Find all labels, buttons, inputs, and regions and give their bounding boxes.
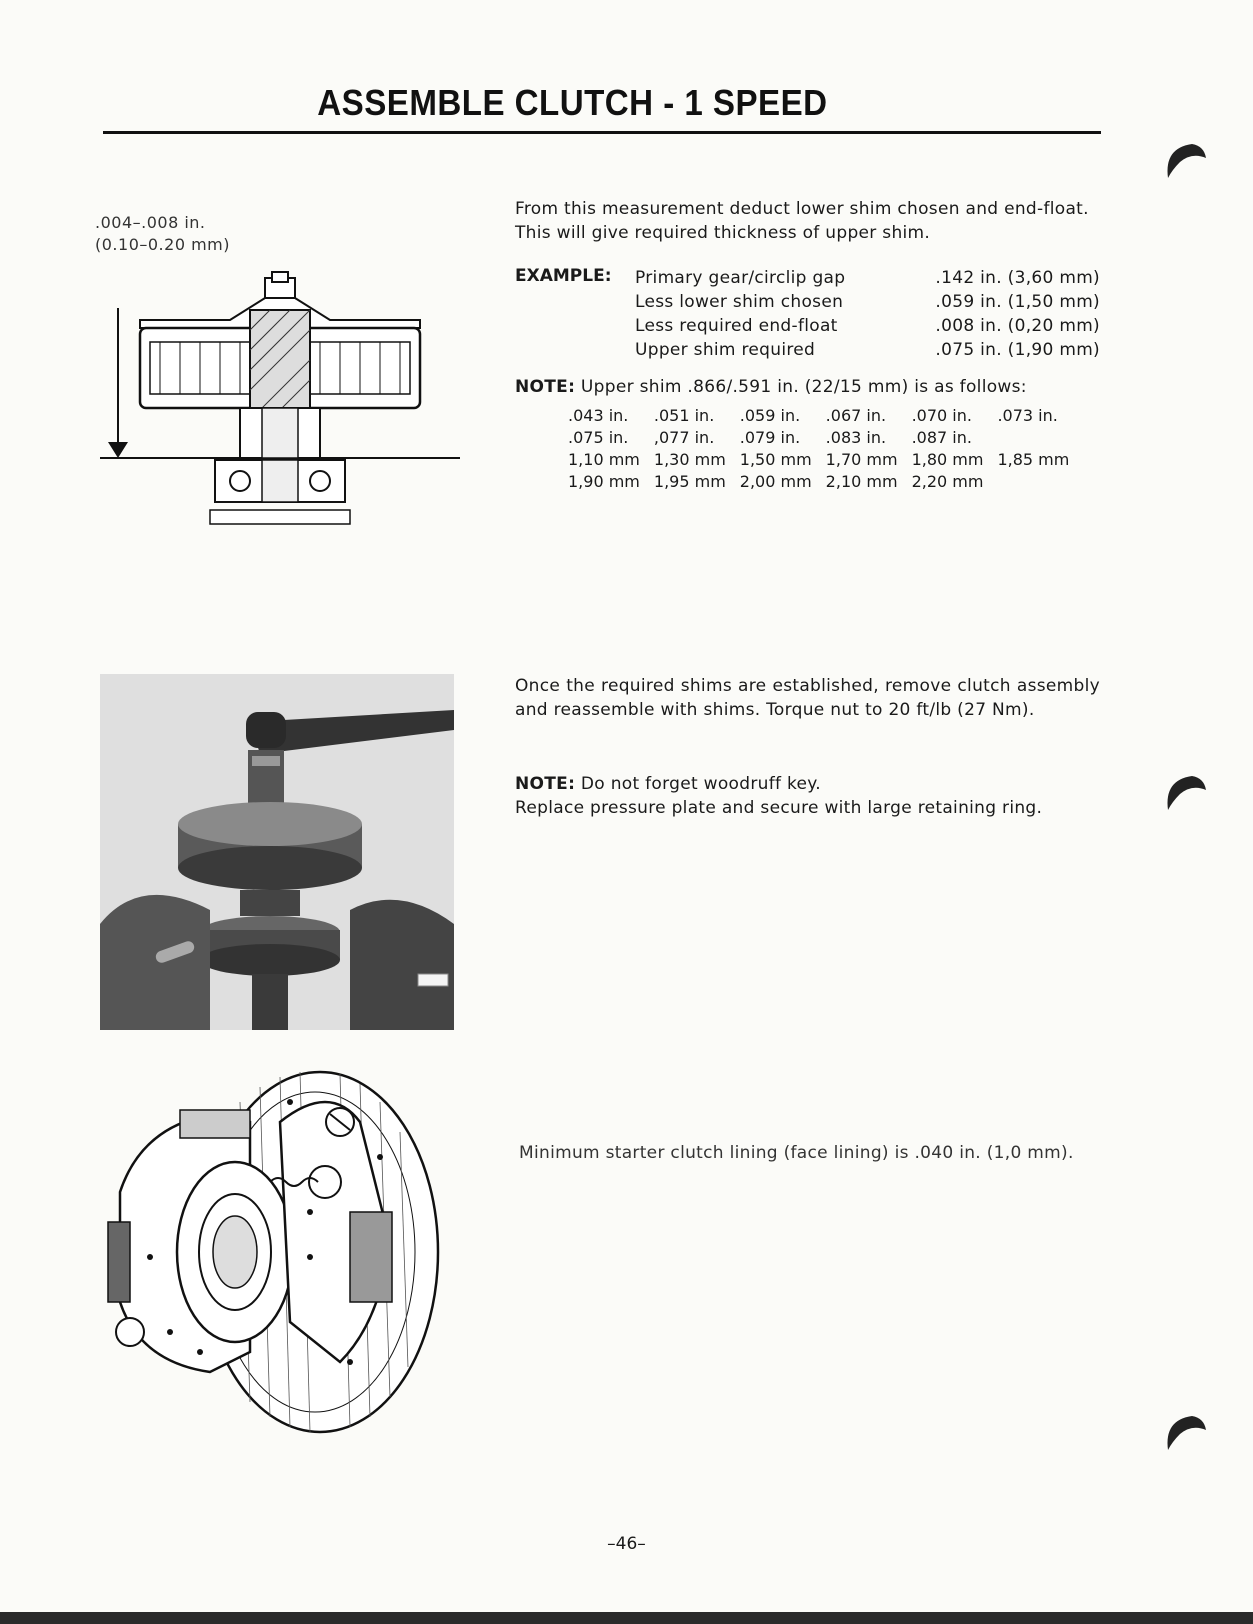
table-cell: .073 in.: [997, 405, 1058, 425]
binder-hole-mark: [1162, 770, 1208, 820]
torque-wrench-photo: [100, 674, 454, 1030]
table-cell: 1,95 mm: [653, 471, 726, 491]
woodruff-note: [515, 772, 1115, 820]
lining-spec-paragraph: Minimum starter clutch lining (face lining) is .040 in. (1,0 mm).: [519, 1143, 1074, 1163]
shim-note: [515, 375, 1115, 399]
table-cell: 2,20 mm: [911, 471, 984, 491]
starter-clutch-drawing: [100, 1062, 460, 1442]
example-value: .059 in. (1,50 mm): [935, 292, 1100, 312]
table-cell: .070 in.: [911, 405, 972, 425]
scan-bottom-edge: [0, 1612, 1253, 1624]
binder-hole-mark: [1162, 138, 1208, 188]
shim-sizes-table: [568, 404, 1083, 492]
example-desc: Upper shim required: [635, 340, 816, 360]
note-line: Do not forget woodruff key.: [580, 774, 821, 794]
table-row: [568, 404, 1083, 426]
note-label: NOTE:: [515, 774, 576, 794]
example-descriptions: [635, 266, 845, 362]
example-desc: Less required end-float: [635, 316, 838, 336]
note-label: NOTE:: [515, 377, 576, 397]
table-cell: .059 in.: [739, 405, 801, 425]
table-cell: 1,85 mm: [997, 449, 1070, 469]
reassembly-paragraph: Once the required shims are established, remove clutch assembly and reassemble with shims. Torque nut to 20 ft/lb (27 Nm).: [515, 676, 1100, 720]
table-row: [568, 448, 1083, 470]
table-cell: [997, 426, 1083, 448]
example-value: .142 in. (3,60 mm): [935, 268, 1100, 288]
title-divider: [103, 131, 1101, 134]
table-row: [568, 426, 1083, 448]
table-cell: .043 in.: [568, 405, 629, 425]
table-cell: .051 in.: [653, 405, 715, 425]
page-title: ASSEMBLE CLUTCH - 1 SPEED: [317, 82, 828, 123]
table-cell: .067 in.: [825, 405, 887, 425]
figure1-label-inch: .004–.008 in.: [95, 213, 206, 232]
table-cell: .075 in.: [568, 427, 629, 447]
table-cell: 2,00 mm: [739, 471, 812, 491]
table-cell: 1,30 mm: [653, 449, 726, 469]
table-cell: .087 in.: [911, 427, 972, 447]
example-desc: Less lower shim chosen: [635, 292, 844, 312]
measurement-paragraph: From this measurement deduct lower shim chosen and end-float. This will give required thickness of upper shim.: [515, 199, 1089, 243]
example-label: EXAMPLE:: [515, 266, 612, 286]
table-cell: 1,70 mm: [825, 449, 898, 469]
table-cell: 1,90 mm: [568, 471, 640, 491]
note-text: Upper shim .866/.591 in. (22/15 mm) is as follows:: [580, 377, 1027, 397]
table-cell: 1,50 mm: [739, 449, 812, 469]
example-values: [916, 266, 1100, 362]
figure1-label-mm: (0.10–0.20 mm): [95, 235, 230, 254]
example-value: .075 in. (1,90 mm): [935, 340, 1100, 360]
note-line: Replace pressure plate and secure with large retaining ring.: [515, 798, 1043, 818]
page-number: –46–: [607, 1534, 646, 1554]
table-cell: 1,80 mm: [911, 449, 984, 469]
table-cell: 2,10 mm: [825, 471, 898, 491]
table-row: [568, 470, 1083, 492]
table-cell: [997, 470, 1083, 492]
binder-hole-mark: [1162, 1410, 1208, 1460]
table-cell: ,077 in.: [653, 427, 715, 447]
table-cell: 1,10 mm: [568, 449, 640, 469]
figure1-dimension-label: [95, 212, 230, 256]
clutch-cross-section-diagram: [100, 270, 460, 560]
example-value: .008 in. (0,20 mm): [935, 316, 1100, 336]
example-desc: Primary gear/circlip gap: [635, 268, 846, 288]
table-cell: .079 in.: [739, 427, 801, 447]
table-cell: .083 in.: [825, 427, 887, 447]
